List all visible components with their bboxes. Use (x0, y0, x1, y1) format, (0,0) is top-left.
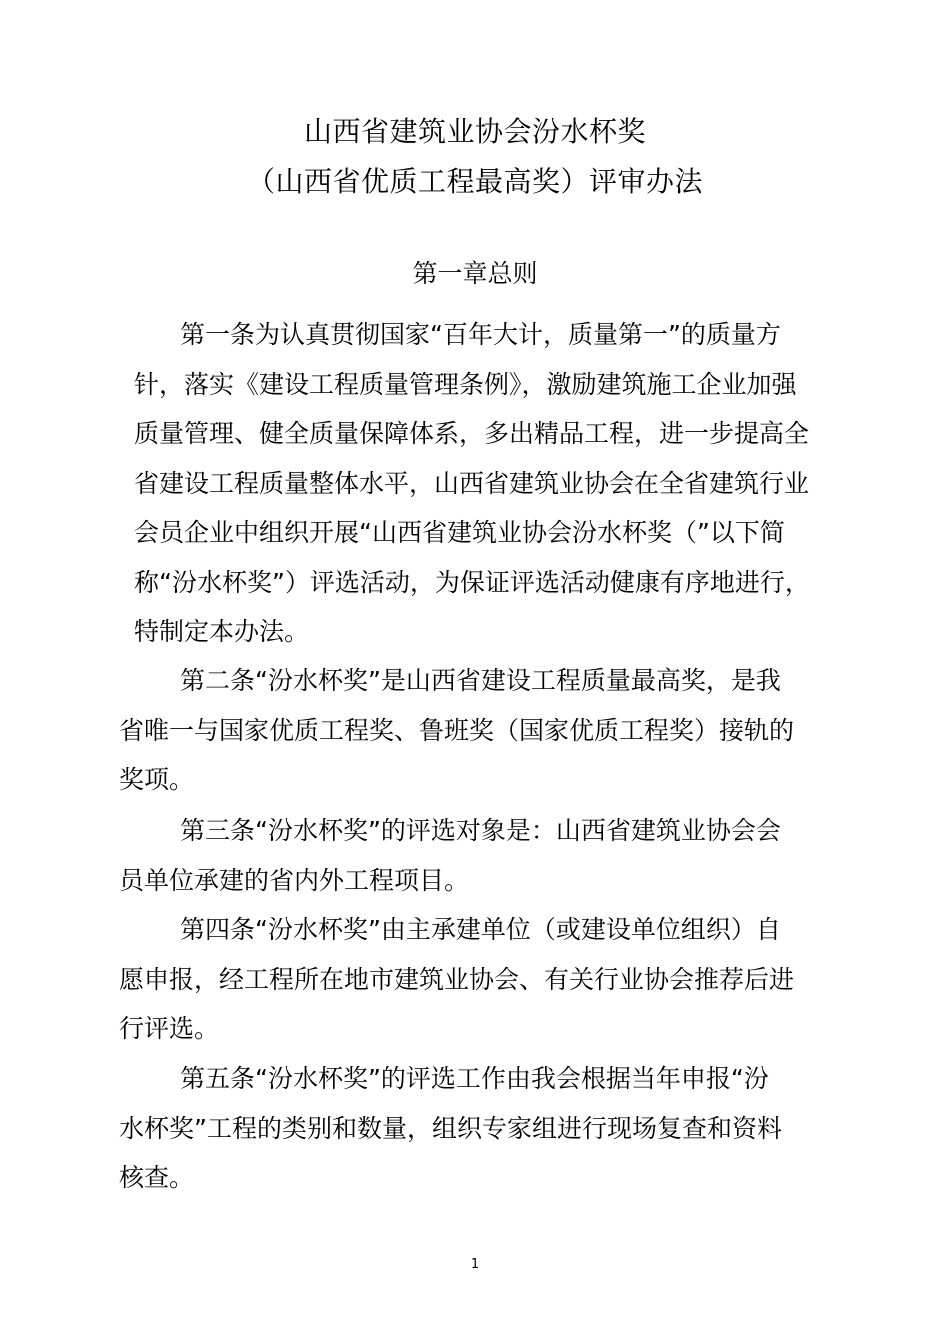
article-1-line: 省建设工程质量整体水平，山西省建筑业协会在全省建筑行业 (134, 468, 810, 498)
article-1-line: 会员企业中组织开展“山西省建筑业协会汾水杯奖（”以下简 (134, 518, 785, 547)
article-5-line: 第五条“汾水杯奖”的评选工作由我会根据当年申报“汾 (180, 1064, 769, 1093)
article-1 (134, 310, 810, 657)
article-4-line: 愿申报，经工程所在地市建筑业协会、有关行业协会推荐后进 (119, 964, 795, 994)
article-1-line: 特制定本办法。 (134, 617, 310, 646)
article-2-line: 省唯一与国家优质工程奖、鲁班奖（国家优质工程奖）接轨的 (119, 715, 795, 745)
article-1-line: 第一条为认真贯彻国家“百年大计，质量第一”的质量方 (180, 320, 781, 349)
article-1-line: 称“汾水杯奖”）评选活动，为保证评选活动健康有序地进行， (134, 567, 810, 597)
document-title-line-1: 山西省建筑业协会汾水杯奖 (303, 115, 646, 148)
chapter-heading: 第一章总则 (412, 259, 538, 288)
article-3 (119, 806, 781, 905)
article-4-line: 行评选。 (119, 1014, 220, 1043)
page-number: 1 (470, 1257, 480, 1272)
article-2 (119, 656, 794, 805)
article-4-line: 第四条“汾水杯奖”由主承建单位（或建设单位组织）自 (180, 915, 781, 944)
article-5-line: 水杯奖”工程的类别和数量，组织专家组进行现场复查和资料 (119, 1113, 782, 1143)
article-5 (119, 1054, 782, 1203)
article-1-line: 质量管理、健全质量保障体系，多出精品工程，进一步提高全 (134, 419, 810, 448)
document-title-line-2: （山西省优质工程最高奖）评审办法 (246, 165, 703, 198)
article-4 (119, 905, 794, 1054)
article-5-line: 核查。 (119, 1163, 195, 1192)
article-3-line: 员单位承建的省内外工程项目。 (119, 865, 470, 895)
article-3-line: 第三条“汾水杯奖”的评选对象是：山西省建筑业协会会 (180, 816, 781, 845)
article-2-line: 第二条“汾水杯奖”是山西省建设工程质量最高奖，是我 (180, 666, 781, 695)
article-2-line: 奖项。 (119, 765, 195, 794)
article-1-line: 针，落实《建设工程质量管理条例》，激励建筑施工企业加强 (134, 369, 797, 399)
